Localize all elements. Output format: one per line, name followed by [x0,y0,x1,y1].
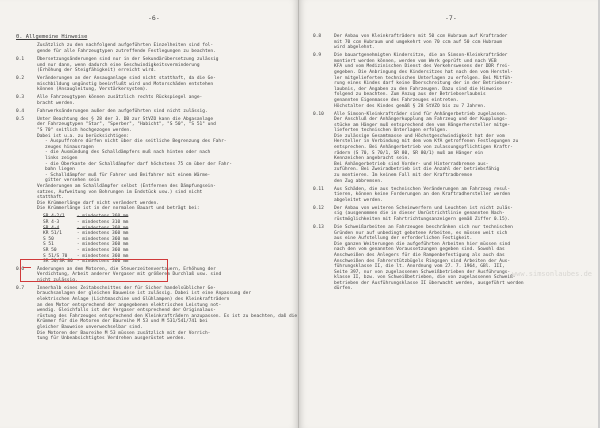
model-cell: KR 51/1 [43,231,62,237]
text-line: Die Krümmerlänge ist in der normalen Bauart und beträgt bei: [37,206,200,212]
item-0-4 [16,109,288,115]
item-number: 0.9 [313,53,322,59]
text-line: wird abgelehnt. [334,45,375,51]
list-item: - die Ausmündung des Schalldämpfers muß nach hinten oder nach [45,150,211,156]
text-line: Kennzeichen angebracht sein. [334,156,410,162]
item-0-2 [16,76,288,93]
text-line: dürfen. [334,286,353,292]
item-0-12 [313,206,588,223]
text-line: Krümmer für die Motoren der Baureihe M 53 und M 531/541/741 bei [37,319,208,325]
value-cell: - mindestens 360 mm [76,225,129,231]
text-line: der Fahrzeugtypen "Star", "Sperber", "Habicht", "S 50", "S 51" und [37,122,216,128]
text-line: den Zug abbremsen. [334,178,383,184]
text-line: Innerhalb eines Zeitabschnittes der für Sicher handelsüblicher Ge- [37,285,216,291]
text-line: tung für Unbeabsichtigtes Verdrehen ausgerüstet werden. [37,336,187,342]
text-line: Gründen nur auf unbedingt gebotene Arbeiten, es müssen weit sich [334,230,508,236]
highlight-box [20,259,168,282]
text-line: Der Anschluß der Anhängerkupplung am Fahrzeug und der Kupplungs- [334,117,508,123]
model-cell: SR 4-2/1 [43,214,65,220]
item-number: 0.8 [313,34,322,39]
item-number: 0.10 [313,111,324,117]
item-number: 0.5 [16,116,25,122]
text-line: lieferten technischen Unterlagen erfolgen. [334,128,448,134]
text-line: Die Motoren der Baureihe M 53 müssen zusätzlich mit der Vorrich- [37,330,211,336]
item-number: 0.11 [313,186,324,192]
text-line: Alle Fahrzeugtypen können zusätzlich rechts Rückspiegel ange- [37,95,203,101]
section-heading: 0. Allgemeine Hinweise [16,34,88,40]
text-line: Aus Schäden, die aus technischen Veränderungen am Fahrzeug resul- [334,186,511,192]
text-line: laubnis, der Angaben zu den Fahrzeugen. Dazu sind die Hinweise [334,86,502,92]
text-line: Die Krümmerlänge darf nicht verändert werden. [37,200,159,206]
value-cell: - mindestens 360 mm [76,231,129,237]
text-line: nach den vom genannten Voraussetzungen gegeben sind. Sowohl das [334,247,505,253]
text-line: können (Ansaugleitung, Verstärkersystem). [37,87,149,93]
model-cell: SR 50/SR 80 [43,259,73,265]
text-line: statthaft. [37,195,65,201]
text-line: gleicher Bauweise unverwechselbar sind. [37,325,143,331]
item-number: 0.4 [16,108,25,114]
text-line: gegeben. Die Anbringung des Kindersitzes hat nach den vom Herstel- [334,69,513,75]
item-0-10 [313,112,588,185]
text-line: Höchstalter des Kindes gemäß § 28 StVZO bis zu 7 Jahren. [334,103,486,109]
text-line: mischbildung ungünstig beeinflußt wird und Motorschäden entstehen [37,81,214,87]
text-line: Hersteller in Verbindung mit dem vom KfA getroffenen Festlegungen zu [334,139,519,145]
value-cell: - mindestens 310 mm [76,219,129,225]
list-item: zeuges hinausragen [45,144,94,150]
item-0-9 [313,53,588,109]
text-line: tieren, können keine Forderungen an den Kraftradhersteller werden [334,192,511,198]
text-line: Die bauartgenehmigten Kindersitze, die an Simson-Kleinkrafträder [334,53,508,59]
exhaust-length-table [43,214,132,264]
model-cell: S 51 [43,242,54,248]
table-row [43,220,132,226]
text-line: rüstung des Fahrzeuges entsprechend den Kleinkrafträdern anzupassen. Es ist zu beachten, daß die [37,313,298,319]
model-cell: S 50 [43,236,54,242]
item-number: 0.13 [313,224,324,230]
text-line: Die Schweißarbeiten an Fahrzeugen beschränken sich nur technischen [334,224,513,230]
list-item: - die Oberkante der Schalldämpfer darf höchstens 75 cm über der Fahr- [45,161,232,167]
list-item: links zeigen [45,156,78,162]
text-line: Änderungen an dem Motoren, die Steuerzeitenvertauern, Erhöhung der [37,266,216,272]
item-number: 0.6 [16,266,25,272]
page-number: -7- [445,14,457,22]
item-number: 0.2 [16,76,25,82]
text-line: aus eine Aufstellung der erforderlichen Festigkeit. [334,236,473,242]
text-line: (Erhöhung der Steigfähigkeit) erreicht wird. [37,68,157,74]
value-cell: - mindestens 360 mm [76,236,129,242]
text-line: klasse II, bzw. von Schweißbetrieben, die von zugelassenen Schweiß- [334,275,516,281]
item-0-11 [313,187,588,204]
text-line: montiert werden können, werden vom Werk geprüft und nach VEB [334,58,497,64]
text-line: Der Anbau von weiteren Scheinwerfern und Leuchten ist nicht zuläs- [334,205,513,211]
text-line: betrieben der Ausführungsklasse II überwacht werden, ausgeführt werden [334,280,524,286]
value-cell: - mindestens 360 mm [76,253,129,259]
text-line: genannten Eigenmasse des Fahrzeuges eintreten. [334,97,459,103]
text-line: entsprechen. Bei Anhängerbetrieb von zulassungspflichtigen Kraftr- [334,145,513,151]
text-line: ler mitgelieferten technischen Unterlagen zu erfolgen. Bei Mitfüh- [334,75,513,81]
highlight-mark [23,267,31,268]
table-row [43,248,132,254]
right-page [299,0,598,428]
value-cell: - mindestens 360 mm [76,259,129,265]
text-line: mit 70 ccm Hubraum und umgekehrt von 70 ccm auf 50 ccm Hubraum [334,39,502,45]
text-line: Der Anbau von Kleinkrafträdern mit 50 ccm Hubraum auf Kraftrader [334,34,508,39]
watermark: www.simsonlaubes.de [511,270,592,278]
text-line: folgend zu beachten. Zum Anzug aus der Betriebserlaubnis [334,92,486,98]
text-line: wendig. Gleichfalls ist der Vergaser entsprechend der Originalaus- [37,308,216,314]
item-number: 0.3 [16,95,25,101]
text-line: Veränderungen am Schalldämpfer selbst (Entfernen des Dämpfungsein- [37,184,216,190]
text-line: nicht zulässig. [37,277,78,283]
list-item: gitter versehen sein [45,178,100,184]
value-cell: - mindestens 360 mm [76,242,129,248]
text-line: zu montieren. Im keinem Fall mit der Kraftradbremse [334,173,473,179]
text-line: zuführen. Bei Zweiradbetrieb ist die Anzahl der betriebsfähig [334,167,500,173]
text-line: Bei Anhängerbetrieb sind Vorder- und Hinterradbremse aus- [334,161,489,167]
text-line: sig (ausgenommen die in dieser Umrüstrichtlinie genannten Nach- [334,211,505,217]
text-line: Seite 397, nur von zugelassenen Schweißbetrieben der Ausführungs- [334,269,511,275]
item-0-1 [16,57,288,74]
text-line: brauchsanlagen der gleichen Bauweise ist zulässig. Dabei ist eine Anpassung der [37,291,252,297]
text-line: rung eines Kindes darf keine Überschreitung der in der Betriebser- [334,81,513,87]
item-0-7 [16,285,298,342]
text-line: Unter Beachtung des § 28 der 3. DB zur StVZO kann die Abgasanlage [37,116,214,122]
text-line: Veränderungen an der Ansauganlage sind nicht statthaft, da die Ge- [37,76,216,82]
item-number: 0.7 [16,285,25,291]
text-line: "S 70" seitlich hochgezogen werden. [37,128,132,134]
table-row [43,231,132,237]
intro-paragraph [16,43,288,54]
text-line: an den Motor entsprechend der angegebenen elektrischen Leistung not- [37,302,222,308]
text-line: rüstmöglichkeiten mit Fahrtrichtungsanzeigern gemäß Ziffer 0.15). [334,216,511,222]
text-line: satzes, Aufweitung von Bohrungen im Endstück usw.) sind nicht [37,189,203,195]
text-line: abgeleitet werden. [334,197,383,203]
list-item: bahn liegen [45,167,75,173]
text-line: gende für alle Fahrzeugtypen zutreffende Festlegungen zu beachten. [37,49,216,54]
text-line: Übersetzungsänderungen sind nur in der Sekundärübersetzung zulässig [37,56,219,62]
list-item: - Schalldämpfer muß für Fahrer und Beifahrer mit einem Wärme- [45,172,211,178]
value-cell: - mindestens 360 mm [76,214,129,220]
page-number: -6- [148,14,160,22]
text-line: stücke am Hänger muß entsprechend den vom Hängerhersteller mitge- [334,122,511,128]
text-line: Anschweißen des Anlegers für die Rampenbefestigung als auch das [334,252,505,258]
model-cell: SR 4-3 [43,219,60,225]
item-number: 0.1 [16,56,25,62]
text-line: Zusätzlich zu den nachfolgend aufgeführten Einzelheiten sind fol- [37,43,214,49]
text-line: führungsklasse II, die lt. Anordnung vom 27. 7. 1964, GBl. III, [334,264,505,270]
text-line: Alle Simson-Kleinkrafträder sind für Anhängerbetrieb zugelassen. [334,111,508,117]
text-line: bracht werden. [37,100,75,106]
text-line: Anschweißen des Fahrerstützbügels Ringsgen sind Arbeiten der Aus- [334,258,511,264]
model-cell: SR 50 [43,247,57,253]
text-line: Die ganzen Weiterungen die aufgeführten Arbeiten hier müssen sind [334,241,511,247]
text-line: KFA und vom Medizinischen Dienst des Verkehrswesens der DDR frei- [334,64,511,70]
left-page [0,0,299,428]
item-0-5 [16,117,288,212]
text-line: Verdichtung, Arbeit anderer Vergaser mit größerem Durchlaß usw. sind [37,272,222,278]
text-line: Fahrwerksänderungen außer den aufgeführten sind nicht zulässig. [37,108,208,114]
item-number: 0.12 [313,205,324,211]
item-0-8 [313,34,588,51]
text-line: Die zulässige Gesamtmasse und Höchstgeschwindigkeit hat der vom [334,133,505,139]
model-cell: S 51/S 70 [43,253,68,259]
text-line: und nur dann, wenn dadurch eine Geschwindigkeitsverminderung [37,62,200,68]
value-cell: - mindestens 360 mm [76,247,129,253]
text-line: elektrischen Anlage (Lichtmaschine und Glühlampen) des Kleinkrafträdern [37,297,230,303]
text-line: Dabei ist u.a. zu berücksichtigen: [37,133,130,139]
model-cell: SR 4-4 [43,225,60,231]
item-0-13 [313,225,588,292]
text-line: rädern (S 70, S 70/1, SR 80, SR 80/1) muß am Hänger ein [334,150,484,156]
item-0-3 [16,95,288,106]
list-item: - Auspuffrohre dürfen nicht über die seitliche Begrenzung des Fahr- [45,139,227,145]
